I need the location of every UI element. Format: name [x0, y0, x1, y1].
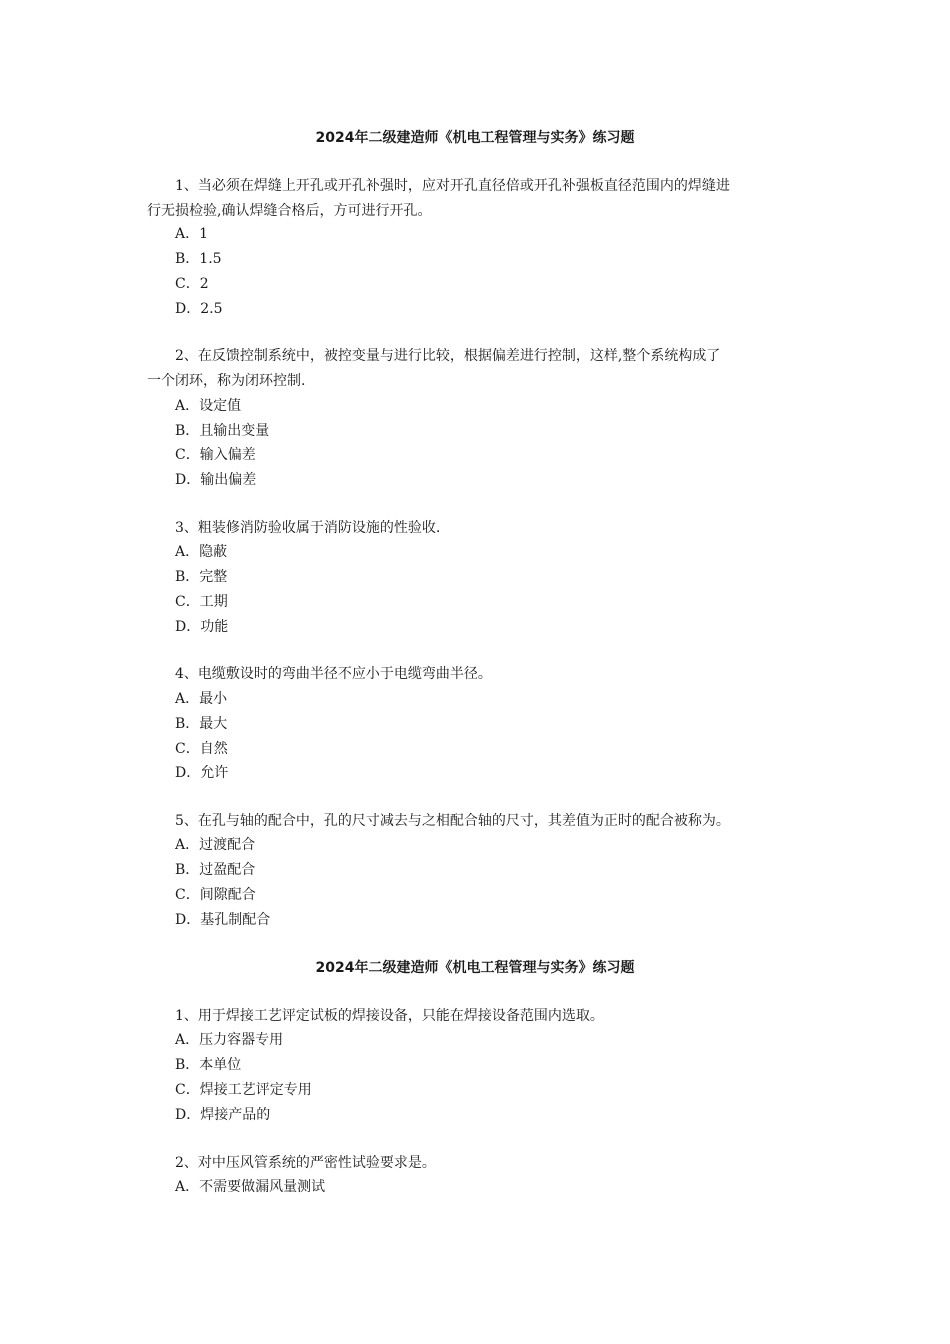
document-title: 2024年二级建造师《机电工程管理与实务》练习题: [315, 130, 635, 146]
option-d: D．2.5: [175, 301, 223, 317]
question-stem-line: 行无损检验,确认焊缝合格后，方可进行开孔。: [147, 202, 432, 219]
option-b: B．最大: [175, 716, 228, 732]
option-a: A．过渡配合: [175, 837, 256, 853]
option-c: C．焊接工艺评定专用: [175, 1082, 312, 1098]
question-stem-line: 1、当必须在焊缝上开孔或开孔补强时，应对开孔直径倍或开孔补强板直径范围内的焊缝进: [175, 178, 730, 194]
option-d: D．功能: [175, 619, 229, 635]
question-4: 4、电缆敷设时的弯曲半径不应小于电缆弯曲半径。: [175, 666, 492, 682]
option-a: A．不需要做漏风量测试: [175, 1179, 326, 1195]
option-a: A．压力容器专用: [175, 1032, 284, 1048]
question-1: [147, 174, 730, 223]
option-b: B．过盈配合: [175, 862, 256, 878]
option-a: A．隐蔽: [175, 544, 228, 560]
option-d: D．允许: [175, 765, 229, 781]
option-c: C．工期: [175, 594, 228, 610]
question-5: 5、在孔与轴的配合中，孔的尺寸减去与之相配合轴的尺寸，其差值为正时的配合被称为。: [175, 813, 730, 829]
option-b: B．本单位: [175, 1057, 242, 1073]
option-d: D．基孔制配合: [175, 912, 271, 928]
question-stem-line: 2、在反馈控制系统中，被控变量与进行比较，根据偏差进行控制，这样,整个系统构成了: [175, 348, 721, 364]
option-d: D．焊接产品的: [175, 1107, 271, 1123]
option-c: C．2: [175, 276, 209, 292]
option-d: D．输出偏差: [175, 472, 257, 488]
option-c: C．自然: [175, 741, 228, 757]
option-b: B．1.5: [175, 251, 222, 267]
option-a: A．最小: [175, 691, 228, 707]
option-a: A．设定值: [175, 398, 242, 414]
option-b: B．完整: [175, 569, 228, 585]
question-1: 1、用于焊接工艺评定试板的焊接设备，只能在焊接设备范围内选取。: [175, 1008, 604, 1024]
question-stem-line: 一个闭环，称为闭环控制.: [147, 372, 306, 389]
option-c: C．输入偏差: [175, 447, 256, 463]
question-2: 2、对中压风管系统的严密性试验要求是。: [175, 1155, 436, 1171]
document-title: 2024年二级建造师《机电工程管理与实务》练习题: [315, 960, 635, 976]
option-b: B．且输出变量: [175, 423, 270, 439]
question-2: [147, 344, 720, 393]
option-a: A．1: [175, 226, 209, 242]
option-c: C．间隙配合: [175, 887, 256, 903]
question-3: 3、粗装修消防验收属于消防设施的性验收.: [175, 520, 441, 536]
